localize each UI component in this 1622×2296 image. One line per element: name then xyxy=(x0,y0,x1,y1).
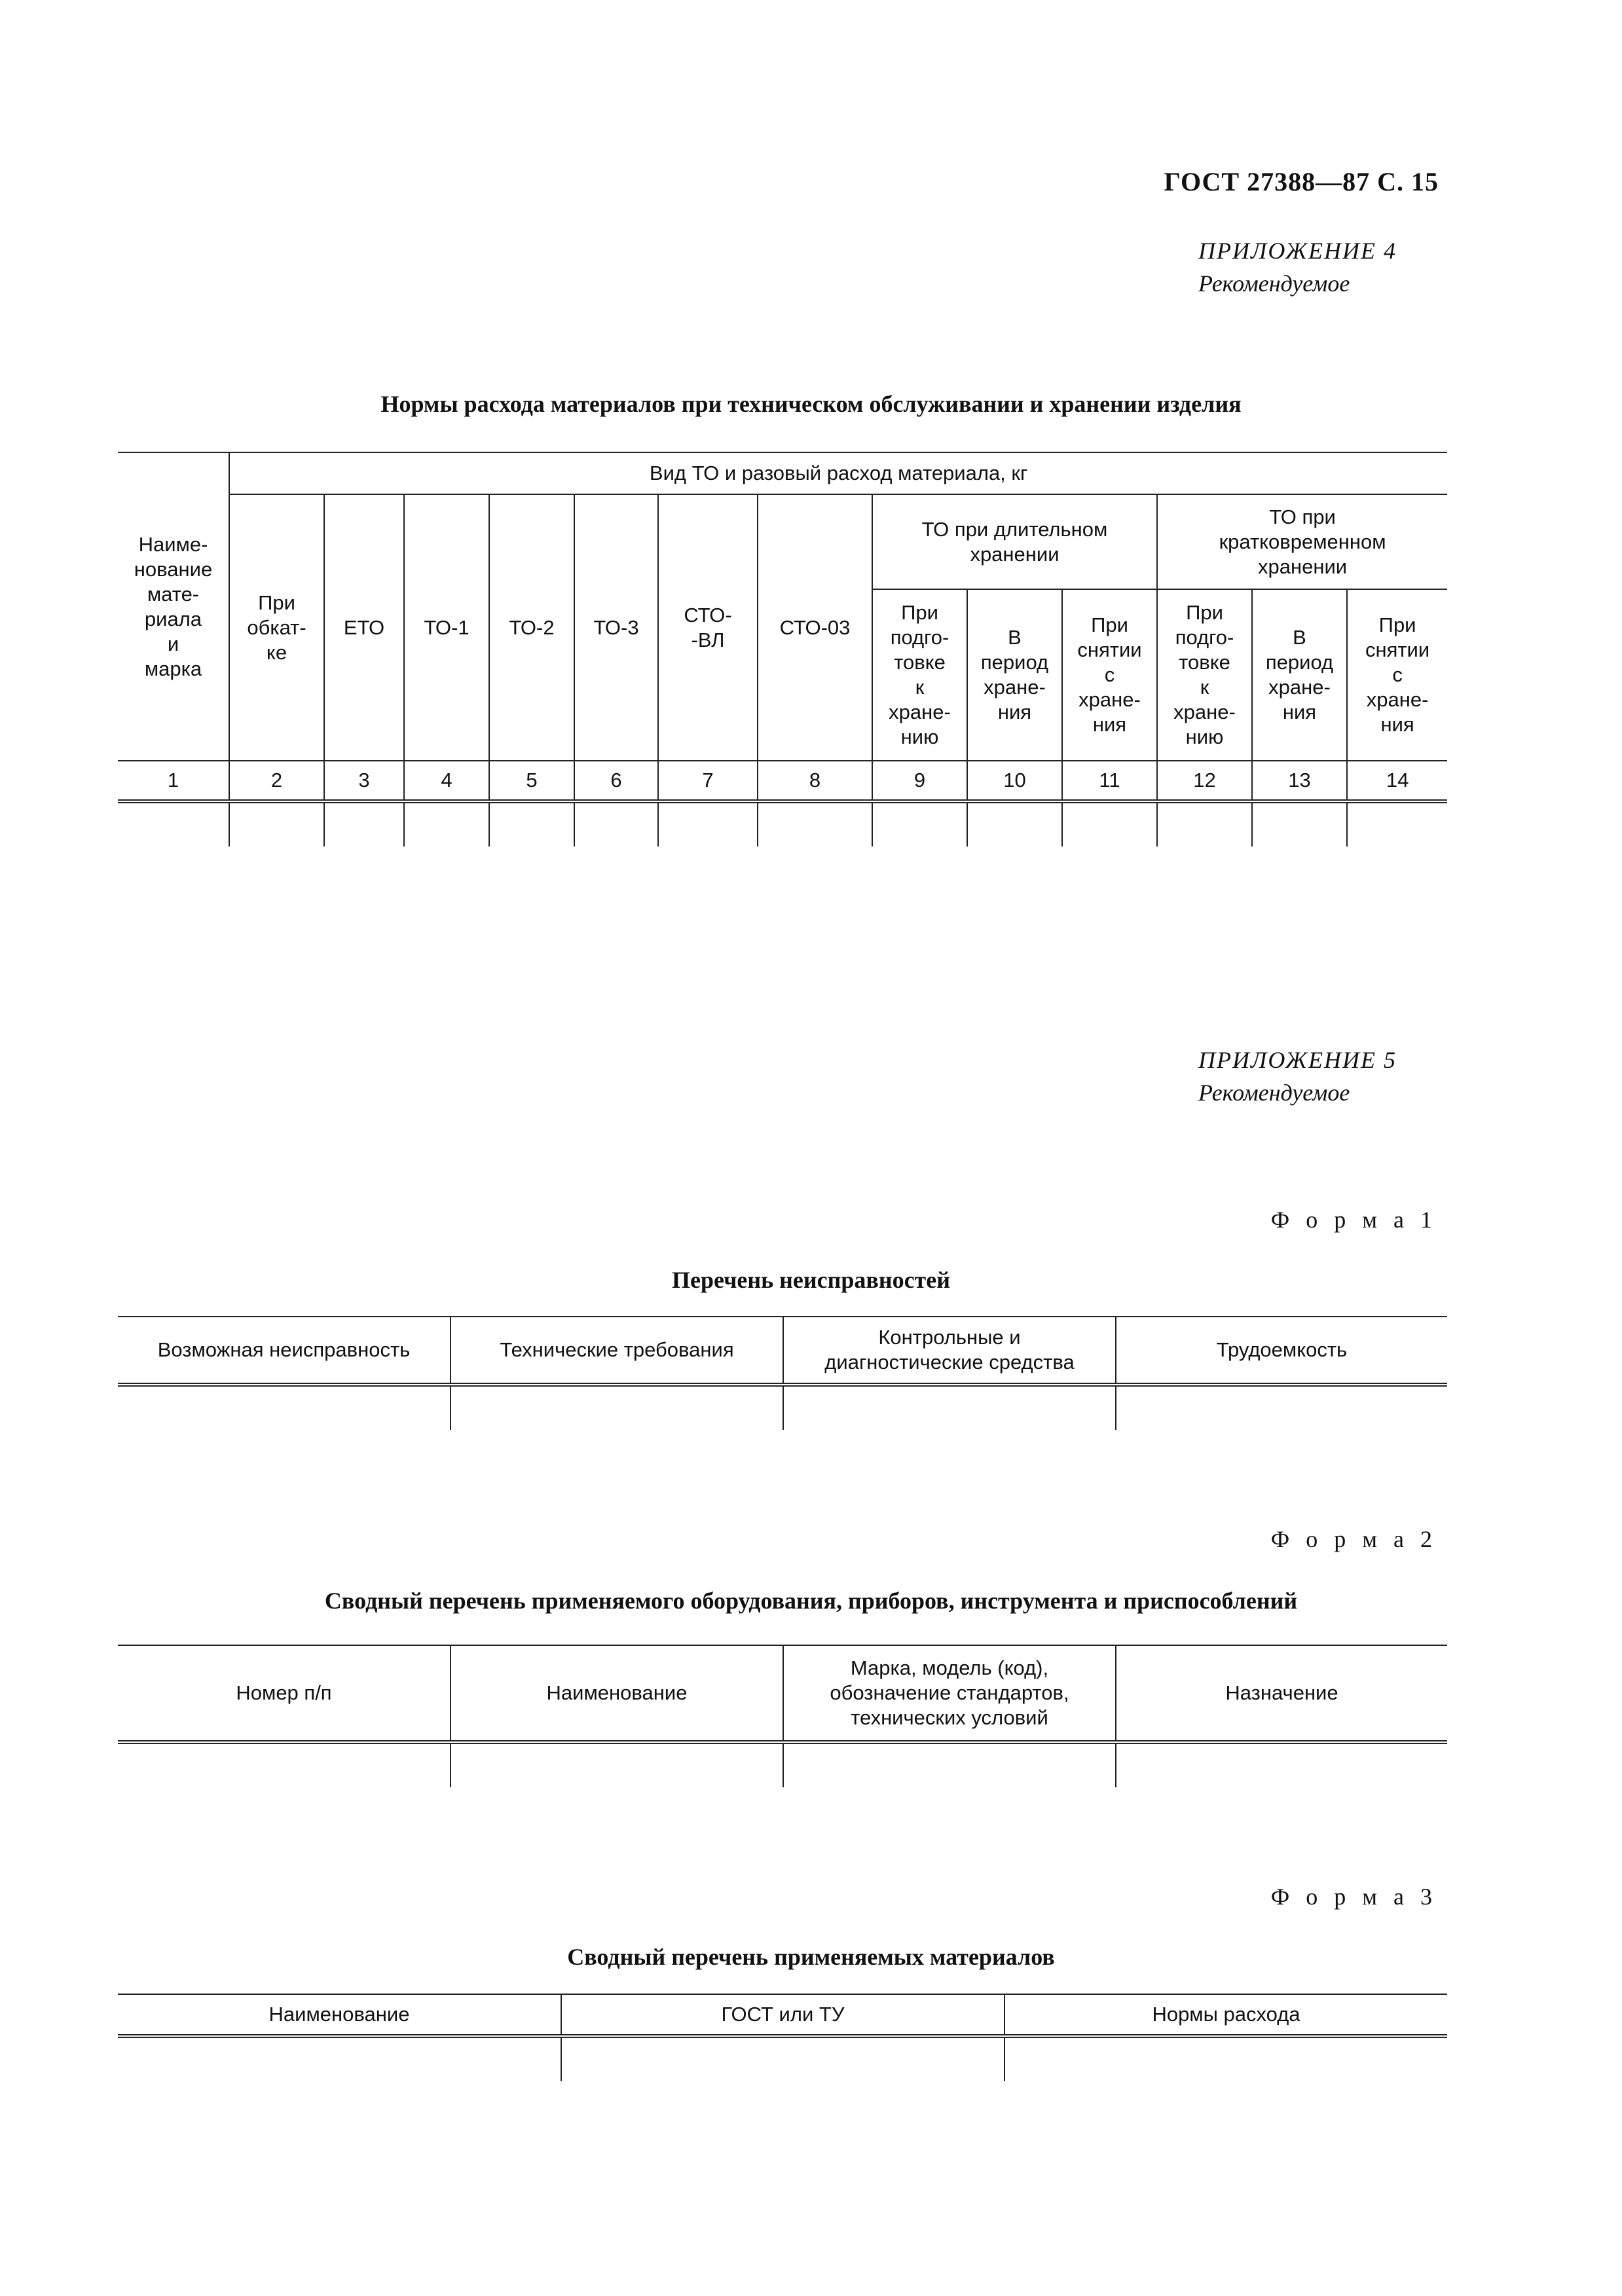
table-cell xyxy=(489,801,574,847)
table-cell xyxy=(118,2036,561,2081)
faults-table xyxy=(118,1316,1447,1430)
col-short-during: В период хране- ния xyxy=(1252,589,1347,761)
appendix-5-label: ПРИЛОЖЕНИЕ 5 xyxy=(1198,1047,1397,1073)
table-cell xyxy=(783,1742,1116,1787)
col-number: 9 xyxy=(872,761,967,801)
table-cell xyxy=(1347,801,1447,847)
appendix-4-title: Нормы расхода материалов при техническом обслуживании и хранении изделия xyxy=(380,391,1242,417)
col-purpose: Назначение xyxy=(1116,1645,1447,1742)
materials-norms-table xyxy=(118,452,1447,847)
form-1-title: Перечень неисправностей xyxy=(672,1267,950,1293)
col-name: Наименование xyxy=(451,1645,783,1742)
table-cell xyxy=(561,2036,1005,2081)
table-cell xyxy=(1116,1742,1447,1787)
table-row xyxy=(118,2036,1447,2081)
form-2-label: Ф о р м а 2 xyxy=(1270,1526,1437,1552)
appendix-5-heading xyxy=(1198,1044,1397,1109)
group-long-storage: ТО при длительном хранении xyxy=(872,494,1157,589)
col-material-name: Наиме- нование мате- риала и марка xyxy=(118,452,229,761)
table-cell xyxy=(451,1385,783,1430)
table-cell xyxy=(574,801,658,847)
table-cell xyxy=(967,801,1062,847)
form-3-label: Ф о р м а 3 xyxy=(1270,1884,1437,1910)
table-cell xyxy=(658,801,758,847)
form-1-label: Ф о р м а 1 xyxy=(1270,1207,1437,1233)
col-break-in: При обкат- ке xyxy=(229,494,324,761)
col-labor-intensity: Трудоемкость xyxy=(1116,1317,1447,1385)
col-number: 1 xyxy=(118,761,229,801)
table-cell xyxy=(758,801,872,847)
table-row xyxy=(118,1385,1447,1430)
col-number: 3 xyxy=(324,761,404,801)
col-sto-03: СТО-03 xyxy=(758,494,872,761)
col-short-prep: При подго- товке к хране- нию xyxy=(1157,589,1252,761)
column-number-row xyxy=(118,761,1447,801)
col-name: Наименование xyxy=(118,1994,561,2036)
materials-table xyxy=(118,1994,1447,2081)
col-eto: ЕТО xyxy=(324,494,404,761)
col-diagnostic-tools: Контрольные и диагностические средства xyxy=(783,1317,1116,1385)
table-cell xyxy=(451,1742,783,1787)
col-short-removal: При снятии с хране- ния xyxy=(1347,589,1447,761)
table-cell xyxy=(1157,801,1252,847)
table-cell xyxy=(118,801,229,847)
col-number: 8 xyxy=(758,761,872,801)
col-possible-fault: Возможная неисправность xyxy=(118,1317,451,1385)
col-number: 5 xyxy=(489,761,574,801)
page-header-gost: ГОСТ 27388—87 С. 15 xyxy=(1164,167,1439,196)
table-row xyxy=(118,801,1447,847)
col-number: 12 xyxy=(1157,761,1252,801)
table-cell xyxy=(1252,801,1347,847)
table-cell xyxy=(1116,1385,1447,1430)
col-gost-tu: ГОСТ или ТУ xyxy=(561,1994,1005,2036)
group-short-storage: ТО при кратковременном хранении xyxy=(1157,494,1447,589)
appendix-5-status: Рекомендуемое xyxy=(1198,1080,1350,1106)
col-number: 10 xyxy=(967,761,1062,801)
col-number: 14 xyxy=(1347,761,1447,801)
col-to3: ТО-3 xyxy=(574,494,658,761)
col-number: 13 xyxy=(1252,761,1347,801)
table-cell xyxy=(872,801,967,847)
form-2-title: Сводный перечень применяемого оборудования, приборов, инструмента и приспособлений xyxy=(324,1588,1298,1614)
col-sto-vl: СТО- -ВЛ xyxy=(658,494,758,761)
col-long-prep: При подго- товке к хране- нию xyxy=(872,589,967,761)
col-to1: ТО-1 xyxy=(404,494,489,761)
appendix-4-label: ПРИЛОЖЕНИЕ 4 xyxy=(1198,238,1397,264)
group-header-to-consumption: Вид ТО и разовый расход материала, кг xyxy=(229,452,1447,494)
table-cell xyxy=(1062,801,1157,847)
table-cell xyxy=(1005,2036,1447,2081)
table-cell xyxy=(783,1385,1116,1430)
col-tech-requirements: Технические требования xyxy=(451,1317,783,1385)
col-consumption-norms: Нормы расхода xyxy=(1005,1994,1447,2036)
table-cell xyxy=(118,1385,451,1430)
col-number: 11 xyxy=(1062,761,1157,801)
col-number: 7 xyxy=(658,761,758,801)
table-cell xyxy=(229,801,324,847)
col-long-removal: При снятии с хране- ния xyxy=(1062,589,1157,761)
table-cell xyxy=(118,1742,451,1787)
table-cell xyxy=(324,801,404,847)
col-to2: ТО-2 xyxy=(489,494,574,761)
col-number: 6 xyxy=(574,761,658,801)
equipment-table xyxy=(118,1645,1447,1787)
col-number: 2 xyxy=(229,761,324,801)
appendix-4-heading xyxy=(1198,234,1397,300)
col-item-number: Номер п/п xyxy=(118,1645,451,1742)
appendix-4-status: Рекомендуемое xyxy=(1198,270,1350,297)
col-number: 4 xyxy=(404,761,489,801)
table-row xyxy=(118,1742,1447,1787)
table-cell xyxy=(404,801,489,847)
col-long-during: В период хране- ния xyxy=(967,589,1062,761)
col-model-standards: Марка, модель (код), обозначение стандартов, технических условий xyxy=(783,1645,1116,1742)
form-3-title: Сводный перечень применяемых материалов xyxy=(567,1944,1055,1970)
